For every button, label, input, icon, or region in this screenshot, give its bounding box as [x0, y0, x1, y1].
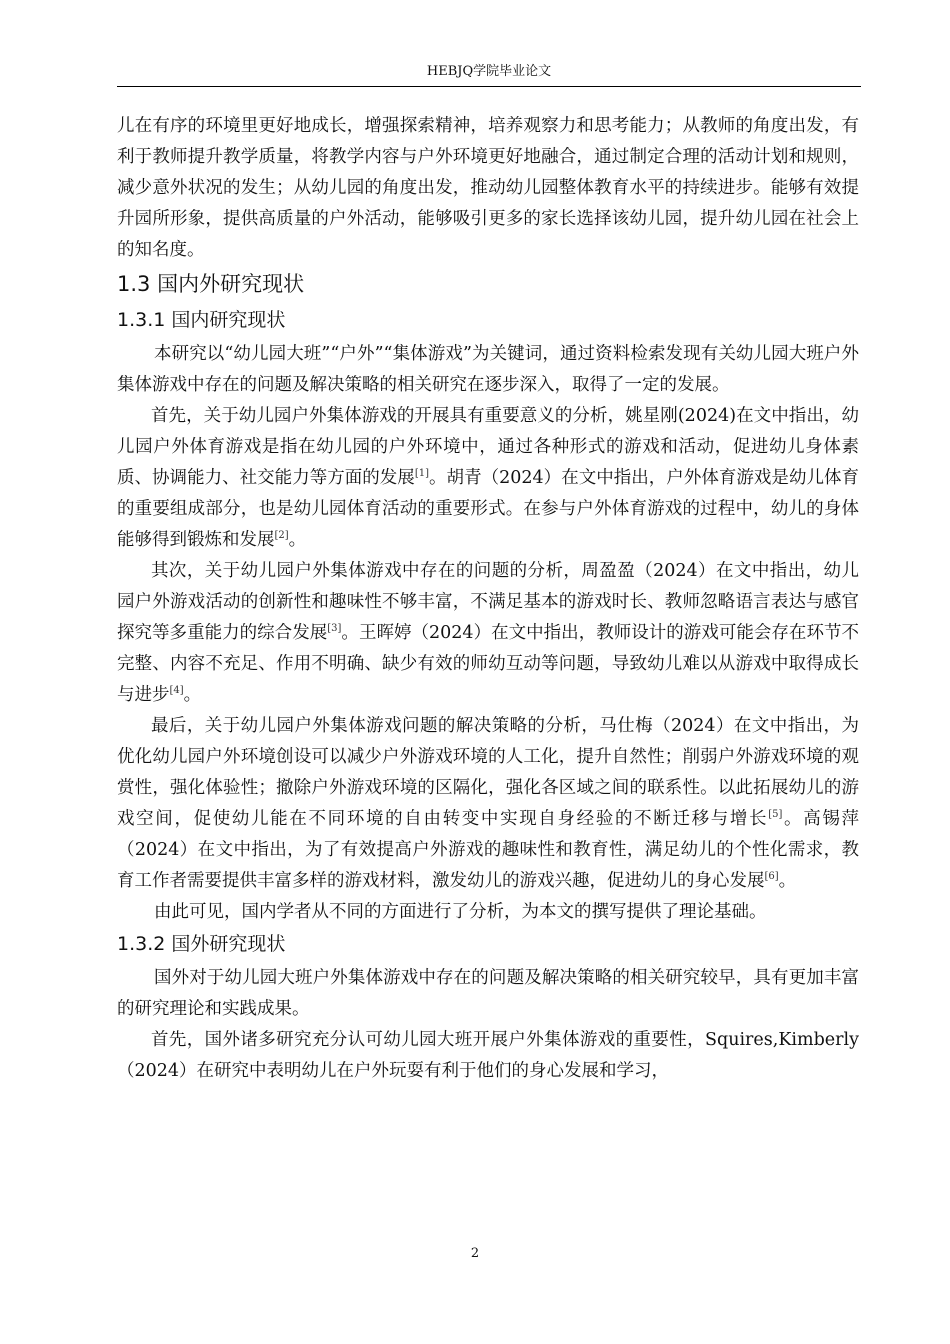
page-header: HEBJQ学院毕业论文: [426, 64, 552, 79]
text-segment: 最后，关于幼儿园户外集体游戏问题的解决策略的分析，马仕梅（2024）在文中指出，为优化幼儿园户外环境创设可以减少户外游戏环境的人工化，提升自然性；削弱户外游戏环境的观赏性，强化体验性；撤除户外游戏环境的区隔化，强化各区域之间的联系性。以此拓展幼儿的游戏空间，促使幼儿能在不同环境的自由转变中实现自身经验的不断迁移与增长: [117, 716, 859, 829]
paragraph-foreign-first: 首先，国外诸多研究充分认可幼儿园大班开展户外集体游戏的重要性，Squires,Kimberly（2024）在研究中表明幼儿在户外玩耍有利于他们的身心发展和学习，: [117, 1030, 859, 1081]
paragraph-domestic-problems: [117, 556, 859, 711]
page-number: 2: [470, 1246, 480, 1261]
header-divider: [117, 86, 861, 87]
section-heading-1-3: 1.3 国内外研究现状: [117, 272, 305, 296]
citation-ref-2[interactable]: [2]: [274, 530, 289, 542]
text-segment: 。: [183, 685, 202, 705]
subsection-heading-1-3-2: 1.3.2 国外研究现状: [117, 933, 286, 955]
text-segment: 其次，关于幼儿园户外集体游戏中存在的问题的分析，周盈盈（2024）在文中指出，幼儿园户外游戏活动的创新性和趣味性不够丰富，不满足基本的游戏时长、教师忽略语言表达与感官探究等多重能力的综合发展: [117, 561, 859, 643]
text-segment: 。王晖婷（2024）在文中指出，教师设计的游戏可能会存在环节不完整、内容不充足、作用不明确、缺少有效的师幼互动等问题，导致幼儿难以从游戏中取得成长与进步: [117, 623, 859, 705]
paragraph-foreign-overview: 国外对于幼儿园大班户外集体游戏中存在的问题及解决策略的相关研究较早，具有更加丰富的研究理论和实践成果。: [117, 968, 859, 1019]
paragraph-domestic-overview: 本研究以“幼儿园大班”“户外”“集体游戏”为关键词，通过资料检索发现有关幼儿园大班户外集体游戏中存在的问题及解决策略的相关研究在逐步深入，取得了一定的发展。: [117, 344, 859, 395]
paragraph-intro-continued: 儿在有序的环境里更好地成长，增强探索精神，培养观察力和思考能力；从教师的角度出发，有利于教师提升教学质量，将教学内容与户外环境更好地融合，通过制定合理的活动计划和规则，减少意外状况的发生；从幼儿园的角度出发，推动幼儿园整体教育水平的持续进步。能够有效提升园所形象，提供高质量的户外活动，能够吸引更多的家长选择该幼儿园，提升幼儿园在社会上的知名度。: [117, 116, 859, 260]
text-segment: 。高锡萍（2024）在文中指出，为了有效提高户外游戏的趣味性和教育性，满足幼儿的个性化需求，教育工作者需要提供丰富多样的游戏材料，激发幼儿的游戏兴趣，促进幼儿的身心发展: [117, 809, 860, 891]
text-segment: 。: [778, 871, 797, 891]
citation-ref-6[interactable]: [6]: [764, 871, 779, 883]
citation-ref-1[interactable]: [1]: [414, 468, 430, 480]
page-content: [117, 111, 859, 1087]
citation-ref-3[interactable]: [3]: [327, 623, 342, 635]
paragraph-domestic-summary: 由此可见，国内学者从不同的方面进行了分析，为本文的撰写提供了理论基础。: [154, 902, 767, 922]
text-segment: 首先，关于幼儿园户外集体游戏的开展具有重要意义的分析，姚星刚(2024)在文中指出，幼儿园户外体育游戏是指在幼儿园的户外环境中，通过各种形式的游戏和活动，促进幼儿身体素质、协调能力、社交能力等方面的发展: [117, 406, 859, 488]
text-segment: 。胡青（2024）在文中指出，户外体育游戏是幼儿体育的重要组成部分，也是幼儿园体育活动的重要形式。在参与户外体育游戏的过程中，幼儿的身体能够得到锻炼和发展: [117, 468, 859, 550]
text-segment: 。: [288, 530, 307, 550]
subsection-heading-1-3-1: 1.3.1 国内研究现状: [117, 309, 286, 331]
paragraph-domestic-strategies: [117, 711, 859, 897]
citation-ref-4[interactable]: [4]: [169, 685, 184, 697]
citation-ref-5[interactable]: [5]: [768, 809, 783, 821]
paragraph-domestic-significance: [117, 401, 859, 556]
